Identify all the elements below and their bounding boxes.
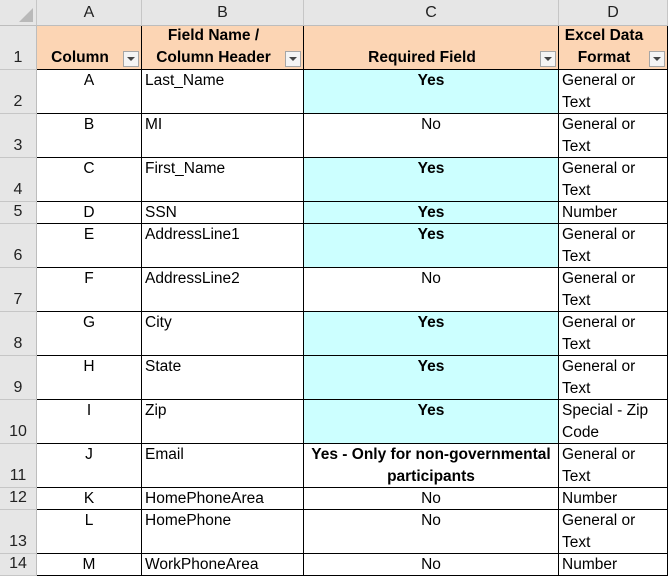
cell-required-field[interactable]: Yes <box>304 224 559 268</box>
cell-column-letter[interactable]: M <box>37 554 142 576</box>
row-header[interactable]: 14 <box>0 554 37 576</box>
row-header[interactable]: 2 <box>0 70 37 114</box>
header-column-label: Column <box>51 49 109 66</box>
cell-required-field[interactable]: Yes <box>304 70 559 114</box>
cell-column-letter[interactable]: A <box>37 70 142 114</box>
cell-column-letter[interactable]: I <box>37 400 142 444</box>
cell-required-field[interactable]: Yes <box>304 400 559 444</box>
cell-excel-format[interactable]: Number <box>559 202 668 224</box>
column-header-c[interactable]: C <box>304 0 559 26</box>
cell-excel-format[interactable]: Special - Zip Code <box>559 400 668 444</box>
row-header[interactable]: 4 <box>0 158 37 202</box>
cell-required-field[interactable]: Yes <box>304 158 559 202</box>
filter-dropdown-icon[interactable] <box>123 51 139 67</box>
cell-required-field[interactable]: Yes <box>304 312 559 356</box>
cell-column-letter[interactable]: J <box>37 444 142 488</box>
row-header[interactable]: 3 <box>0 114 37 158</box>
cell-excel-format[interactable]: General or Text <box>559 268 668 312</box>
cell-excel-format[interactable]: General or Text <box>559 114 668 158</box>
header-format-label-line1: Excel Data <box>564 27 644 44</box>
cell-field-name[interactable]: AddressLine1 <box>142 224 304 268</box>
cell-field-name[interactable]: First_Name <box>142 158 304 202</box>
cell-column-letter[interactable]: E <box>37 224 142 268</box>
row-header[interactable]: 13 <box>0 510 37 554</box>
filter-dropdown-icon[interactable] <box>540 51 556 67</box>
cell-field-name[interactable]: Zip <box>142 400 304 444</box>
cell-field-name[interactable]: MI <box>142 114 304 158</box>
cell-required-field[interactable]: No <box>304 554 559 576</box>
column-header-b[interactable]: B <box>142 0 304 26</box>
cell-required-field[interactable]: No <box>304 510 559 554</box>
row-header[interactable]: 7 <box>0 268 37 312</box>
row-header[interactable]: 9 <box>0 356 37 400</box>
header-field-label-line2: Column Header <box>156 49 271 66</box>
cell-required-field[interactable]: No <box>304 114 559 158</box>
cell-required-field[interactable]: Yes - Only for non-governmental participants <box>304 444 559 488</box>
cell-excel-format[interactable]: General or Text <box>559 224 668 268</box>
cell-field-name[interactable]: SSN <box>142 202 304 224</box>
cell-field-name[interactable]: WorkPhoneArea <box>142 554 304 576</box>
row-header[interactable]: 6 <box>0 224 37 268</box>
header-required-label: Required Field <box>368 49 476 66</box>
cell-excel-format[interactable]: General or Text <box>559 70 668 114</box>
column-header-d[interactable]: D <box>559 0 668 26</box>
cell-column-letter[interactable]: H <box>37 356 142 400</box>
header-cell-column[interactable] <box>37 26 142 70</box>
cell-excel-format[interactable]: Number <box>559 554 668 576</box>
cell-excel-format[interactable]: General or Text <box>559 356 668 400</box>
filter-dropdown-icon[interactable] <box>285 51 301 67</box>
cell-field-name[interactable]: City <box>142 312 304 356</box>
cell-column-letter[interactable]: C <box>37 158 142 202</box>
cell-field-name[interactable]: Last_Name <box>142 70 304 114</box>
header-cell-format[interactable] <box>559 26 668 70</box>
cell-excel-format[interactable]: General or Text <box>559 444 668 488</box>
row-header[interactable]: 5 <box>0 202 37 224</box>
select-all-corner[interactable] <box>0 0 37 26</box>
cell-excel-format[interactable]: General or Text <box>559 312 668 356</box>
row-header[interactable]: 11 <box>0 444 37 488</box>
header-cell-field-name[interactable] <box>142 26 304 70</box>
cell-column-letter[interactable]: G <box>37 312 142 356</box>
cell-required-field[interactable]: Yes <box>304 202 559 224</box>
row-header[interactable]: 8 <box>0 312 37 356</box>
cell-required-field[interactable]: No <box>304 488 559 510</box>
header-cell-required[interactable] <box>304 26 559 70</box>
cell-excel-format[interactable]: General or Text <box>559 158 668 202</box>
cell-excel-format[interactable]: Number <box>559 488 668 510</box>
cell-column-letter[interactable]: K <box>37 488 142 510</box>
cell-column-letter[interactable]: B <box>37 114 142 158</box>
cell-field-name[interactable]: AddressLine2 <box>142 268 304 312</box>
cell-excel-format[interactable]: General or Text <box>559 510 668 554</box>
cell-column-letter[interactable]: F <box>37 268 142 312</box>
header-format-label-line2: Format <box>577 49 631 66</box>
cell-required-field[interactable]: No <box>304 268 559 312</box>
filter-dropdown-icon[interactable] <box>649 51 665 67</box>
select-all-triangle-icon <box>19 8 33 22</box>
cell-required-field[interactable]: Yes <box>304 356 559 400</box>
cell-field-name[interactable]: HomePhoneArea <box>142 488 304 510</box>
cell-field-name[interactable]: State <box>142 356 304 400</box>
cell-field-name[interactable]: Email <box>142 444 304 488</box>
row-header[interactable]: 10 <box>0 400 37 444</box>
column-header-a[interactable]: A <box>37 0 142 26</box>
row-header[interactable]: 1 <box>0 26 37 70</box>
cell-column-letter[interactable]: D <box>37 202 142 224</box>
header-field-label-line1: Field Name / <box>167 27 260 44</box>
cell-column-letter[interactable]: L <box>37 510 142 554</box>
cell-field-name[interactable]: HomePhone <box>142 510 304 554</box>
row-header[interactable]: 12 <box>0 488 37 510</box>
